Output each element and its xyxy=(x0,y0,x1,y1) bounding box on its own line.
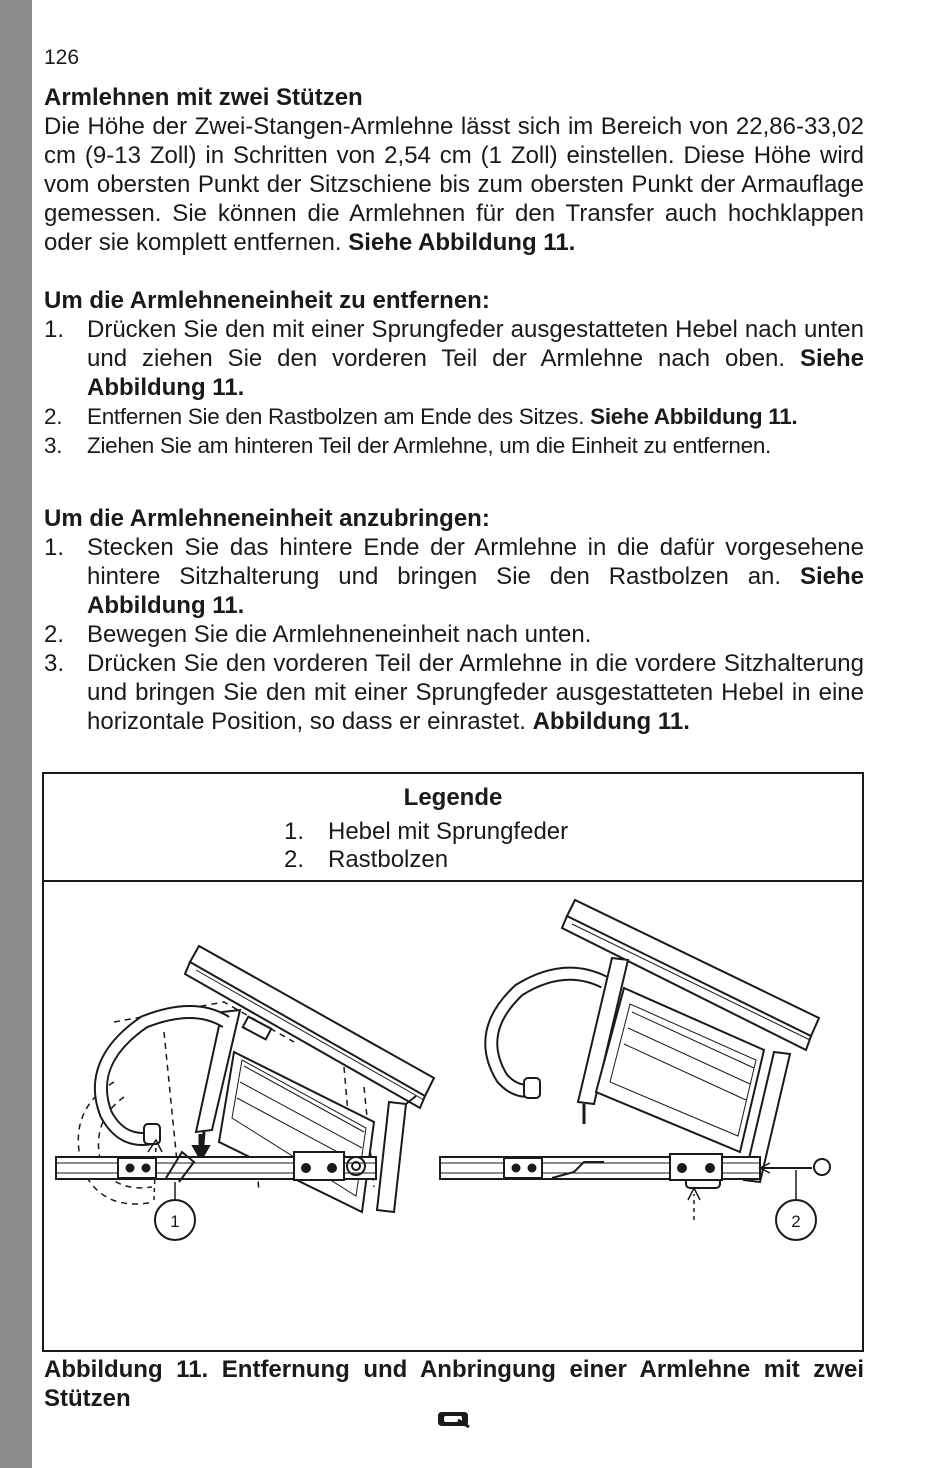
callout-1: 1 xyxy=(170,1212,180,1231)
callout-2: 2 xyxy=(791,1212,801,1231)
intro-figure-ref: Siehe Abbildung 11. xyxy=(348,229,576,256)
list-item: 1. Stecken Sie das hintere Ende der Armlehne in die dafür vorgesehene hintere Sitzhalterung und bringen Sie den Rastbolzen an. Siehe Abbildung 11. xyxy=(44,534,864,619)
q-logo-icon xyxy=(436,1410,470,1428)
remove-steps xyxy=(44,315,864,460)
list-item: 3. Drücken Sie den vorderen Teil der Armlehne in die vordere Sitzhalterung und bringen Sie den mit einer Sprungfeder ausgestatteten Hebel in eine horizontale Position, so dass er einrastet. Abbildung 11. xyxy=(44,650,864,735)
armrest-attach-drawing xyxy=(440,900,830,1240)
legend-item: 1. Hebel mit Sprungfeder xyxy=(284,818,569,845)
list-item: 2. Entfernen Sie den Rastbolzen am Ende des Sitzes. Siehe Abbildung 11. xyxy=(44,404,798,429)
legend-item: 2. Rastbolzen xyxy=(284,846,449,873)
section-title: Armlehnen mit zwei Stützen xyxy=(44,84,363,111)
remove-title: Um die Armlehneneinheit zu entfernen: xyxy=(44,287,490,314)
list-item: 1. Drücken Sie den mit einer Sprungfeder ausgestatteten Hebel nach unten und ziehen Sie den vorderen Teil der Armlehne nach oben. Siehe Abbildung 11. xyxy=(44,316,864,401)
list-item: 2. Bewegen Sie die Armlehneneinheit nach unten. xyxy=(44,621,592,648)
attach-steps xyxy=(44,533,864,736)
intro-text: Die Höhe der Zwei-Stangen-Armlehne lässt sich im Bereich von 22,86-33,02 cm (9-13 Zoll) in Schritten von 2,54 cm (1 Zoll) einstellen. Diese Höhe wird vom obersten Punkt der Sitzschiene bis zum obersten Punkt der Armauflage gemessen. Sie können die Armlehnen für den Transfer auch hochklappen oder sie komplett entfernen. xyxy=(44,113,864,256)
figure-box xyxy=(42,772,864,1352)
armrest-illustration xyxy=(44,882,862,1350)
legend-title: Legende xyxy=(403,784,503,811)
figure-caption: Abbildung 11. Entfernung und Anbringung einer Armlehne mit zwei Stützen xyxy=(44,1356,864,1412)
section-intro xyxy=(44,112,864,257)
page-edge-bar xyxy=(0,0,32,1468)
armrest-removal-drawing xyxy=(56,946,434,1240)
document-body xyxy=(44,83,864,736)
list-item: 3. Ziehen Sie am hinteren Teil der Armlehne, um die Einheit zu entfernen. xyxy=(44,433,771,458)
page-number: 126 xyxy=(44,46,80,69)
attach-title: Um die Armlehneneinheit anzubringen: xyxy=(44,505,490,532)
legend xyxy=(44,774,862,882)
